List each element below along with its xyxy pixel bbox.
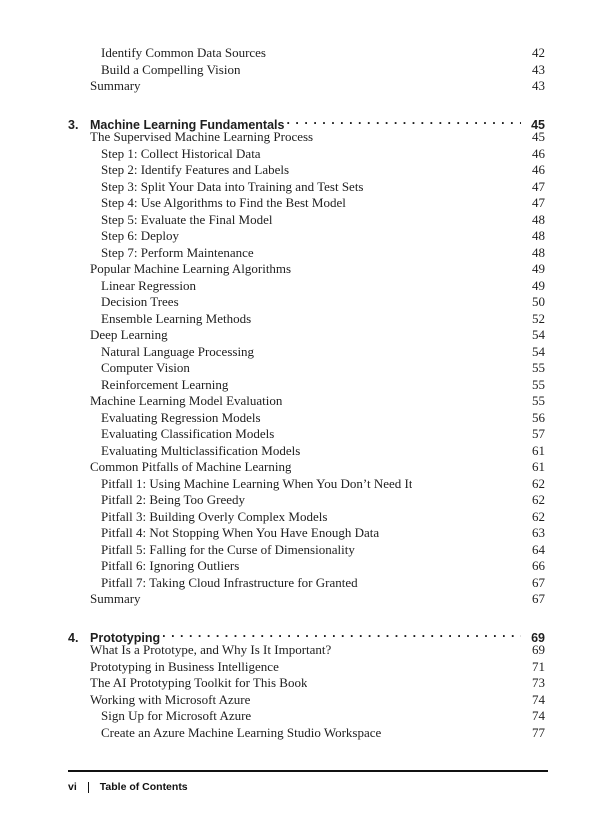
entry-page-number: 55 — [532, 393, 545, 408]
entry-page-number: 63 — [532, 525, 545, 540]
entry-label: Computer Vision — [101, 360, 190, 375]
entry-page-number: 48 — [532, 244, 545, 260]
entry-label: Pitfall 6: Ignoring Outliers — [101, 558, 240, 573]
entry-page-number: 71 — [532, 658, 545, 674]
entry-page-number: 54 — [532, 327, 545, 342]
entry-page-number: 61 — [532, 442, 545, 458]
toc-entry — [68, 162, 545, 179]
entry-label: Summary — [90, 591, 141, 606]
entry-label: Machine Learning Model Evaluation — [90, 393, 283, 408]
entry-label: Step 3: Split Your Data into Training and Test Sets — [101, 178, 364, 194]
entry-page-number: 55 — [532, 376, 545, 392]
chapter-title: Prototyping — [90, 631, 161, 645]
entry-page-number: 46 — [532, 145, 545, 161]
entry-label: Evaluating Multiclassification Models — [101, 442, 301, 458]
toc-entry — [68, 426, 545, 443]
entry-label: Reinforcement Learning — [101, 376, 229, 392]
entry-page-number: 73 — [532, 675, 545, 690]
toc-entry — [68, 692, 545, 709]
entry-label: Deep Learning — [90, 327, 168, 342]
entry-page-number: 48 — [532, 228, 545, 243]
entry-label: Pitfall 2: Being Too Greedy — [101, 492, 245, 507]
toc-entry — [68, 327, 545, 344]
footer-rule — [68, 770, 548, 772]
toc-entry — [68, 45, 545, 62]
entry-label: Ensemble Learning Methods — [101, 310, 252, 326]
toc-entry — [68, 212, 545, 229]
entry-label: Evaluating Classification Models — [101, 426, 275, 441]
entry-label: Step 4: Use Algorithms to Find the Best Model — [101, 195, 346, 210]
toc-entry — [68, 558, 545, 575]
entry-label: Step 1: Collect Historical Data — [101, 145, 261, 161]
dot-leader — [284, 113, 521, 130]
entry-label: Popular Machine Learning Algorithms — [90, 261, 292, 276]
entry-page-number: 62 — [532, 508, 545, 524]
toc-entry — [68, 591, 545, 608]
toc-entry — [68, 509, 545, 526]
toc-entry — [68, 492, 545, 509]
toc-list — [68, 45, 545, 741]
toc-entry — [68, 377, 545, 394]
entry-page-number: 57 — [532, 426, 545, 441]
toc-chapter-heading — [68, 626, 545, 643]
entry-label: Step 2: Identify Features and Labels — [101, 162, 290, 177]
entry-page-number: 47 — [532, 195, 545, 210]
entry-label: Prototyping in Business Intelligence — [90, 658, 279, 674]
chapter-number: 3. — [68, 118, 79, 132]
entry-page-number: 49 — [532, 261, 545, 276]
toc-entry — [68, 393, 545, 410]
entry-page-number: 56 — [532, 409, 545, 425]
entry-label: Pitfall 3: Building Overly Complex Models — [101, 508, 328, 524]
toc-entry — [68, 675, 545, 692]
entry-page-number: 50 — [532, 294, 545, 309]
entry-label: Step 6: Deploy — [101, 228, 179, 243]
toc-entry — [68, 278, 545, 295]
entry-label: Identify Common Data Sources — [101, 45, 266, 60]
entry-page-number: 66 — [532, 558, 545, 573]
entry-label: Decision Trees — [101, 294, 179, 309]
footer-section-label: Table of Contents — [99, 781, 188, 793]
toc-chapter-heading — [68, 113, 545, 130]
chapter-title: Machine Learning Fundamentals — [90, 118, 285, 132]
entry-page-number: 52 — [532, 310, 545, 326]
toc-entry — [68, 459, 545, 476]
entry-label: Linear Regression — [101, 277, 196, 293]
chapter-number: 4. — [68, 631, 79, 645]
entry-page-number: 77 — [532, 724, 545, 740]
dot-leader — [160, 626, 521, 643]
toc-entry — [68, 62, 545, 79]
entry-page-number: 54 — [532, 343, 545, 359]
toc-entry — [68, 476, 545, 493]
entry-page-number: 55 — [532, 360, 545, 375]
chapter-page-number: 69 — [531, 631, 545, 645]
toc-entry — [68, 344, 545, 361]
entry-page-number: 43 — [532, 78, 545, 93]
entry-label: Summary — [90, 78, 141, 93]
entry-label: Evaluating Regression Models — [101, 409, 261, 425]
toc-entry — [68, 360, 545, 377]
toc-entry — [68, 725, 545, 742]
toc-entry — [68, 525, 545, 542]
entry-label: Natural Language Processing — [101, 343, 255, 359]
toc-entry — [68, 575, 545, 592]
entry-page-number: 62 — [532, 475, 545, 491]
entry-label: Step 5: Evaluate the Final Model — [101, 211, 273, 227]
entry-page-number: 74 — [532, 691, 545, 707]
entry-label: Common Pitfalls of Machine Learning — [90, 459, 292, 474]
entry-page-number: 49 — [532, 277, 545, 293]
entry-page-number: 46 — [532, 162, 545, 177]
entry-page-number: 67 — [532, 591, 545, 606]
toc-entry — [68, 228, 545, 245]
entry-label: The AI Prototyping Toolkit for This Book — [90, 675, 308, 690]
toc-entry — [68, 78, 545, 95]
toc-entry — [68, 195, 545, 212]
entry-page-number: 48 — [532, 211, 545, 227]
entry-page-number: 47 — [532, 178, 545, 194]
toc-entry — [68, 311, 545, 328]
toc-entry — [68, 708, 545, 725]
toc-entry — [68, 129, 545, 146]
entry-label: Step 7: Perform Maintenance — [101, 244, 254, 260]
entry-label: Sign Up for Microsoft Azure — [101, 708, 252, 723]
entry-label: Create an Azure Machine Learning Studio Workspace — [101, 724, 382, 740]
toc-entry — [68, 179, 545, 196]
entry-page-number: 45 — [532, 129, 545, 144]
footer-page-number: vi — [68, 781, 77, 793]
entry-label: Working with Microsoft Azure — [90, 691, 251, 707]
entry-page-number: 64 — [532, 541, 545, 557]
chapter-page-number: 45 — [531, 118, 545, 132]
entry-page-number: 74 — [532, 708, 545, 723]
toc-entry — [68, 410, 545, 427]
footer-separator — [88, 782, 89, 793]
entry-label: Build a Compelling Vision — [101, 61, 241, 77]
page-footer — [68, 781, 188, 793]
entry-label: Pitfall 4: Not Stopping When You Have Enough Data — [101, 525, 380, 540]
entry-label: What Is a Prototype, and Why Is It Important? — [90, 642, 332, 657]
entry-label: The Supervised Machine Learning Process — [90, 129, 314, 144]
entry-page-number: 62 — [532, 492, 545, 507]
toc-entry — [68, 659, 545, 676]
toc-entry — [68, 261, 545, 278]
entry-label: Pitfall 5: Falling for the Curse of Dimensionality — [101, 541, 355, 557]
entry-page-number: 67 — [532, 574, 545, 590]
toc-entry — [68, 642, 545, 659]
entry-page-number: 61 — [532, 459, 545, 474]
entry-label: Pitfall 7: Taking Cloud Infrastructure for Granted — [101, 574, 358, 590]
toc-entry — [68, 294, 545, 311]
toc-entry — [68, 146, 545, 163]
entry-label: Pitfall 1: Using Machine Learning When You Don’t Need It — [101, 475, 413, 491]
entry-page-number: 43 — [532, 61, 545, 77]
entry-page-number: 42 — [532, 45, 545, 60]
toc-entry — [68, 542, 545, 559]
toc-entry — [68, 245, 545, 262]
toc-entry — [68, 443, 545, 460]
entry-page-number: 69 — [532, 642, 545, 657]
